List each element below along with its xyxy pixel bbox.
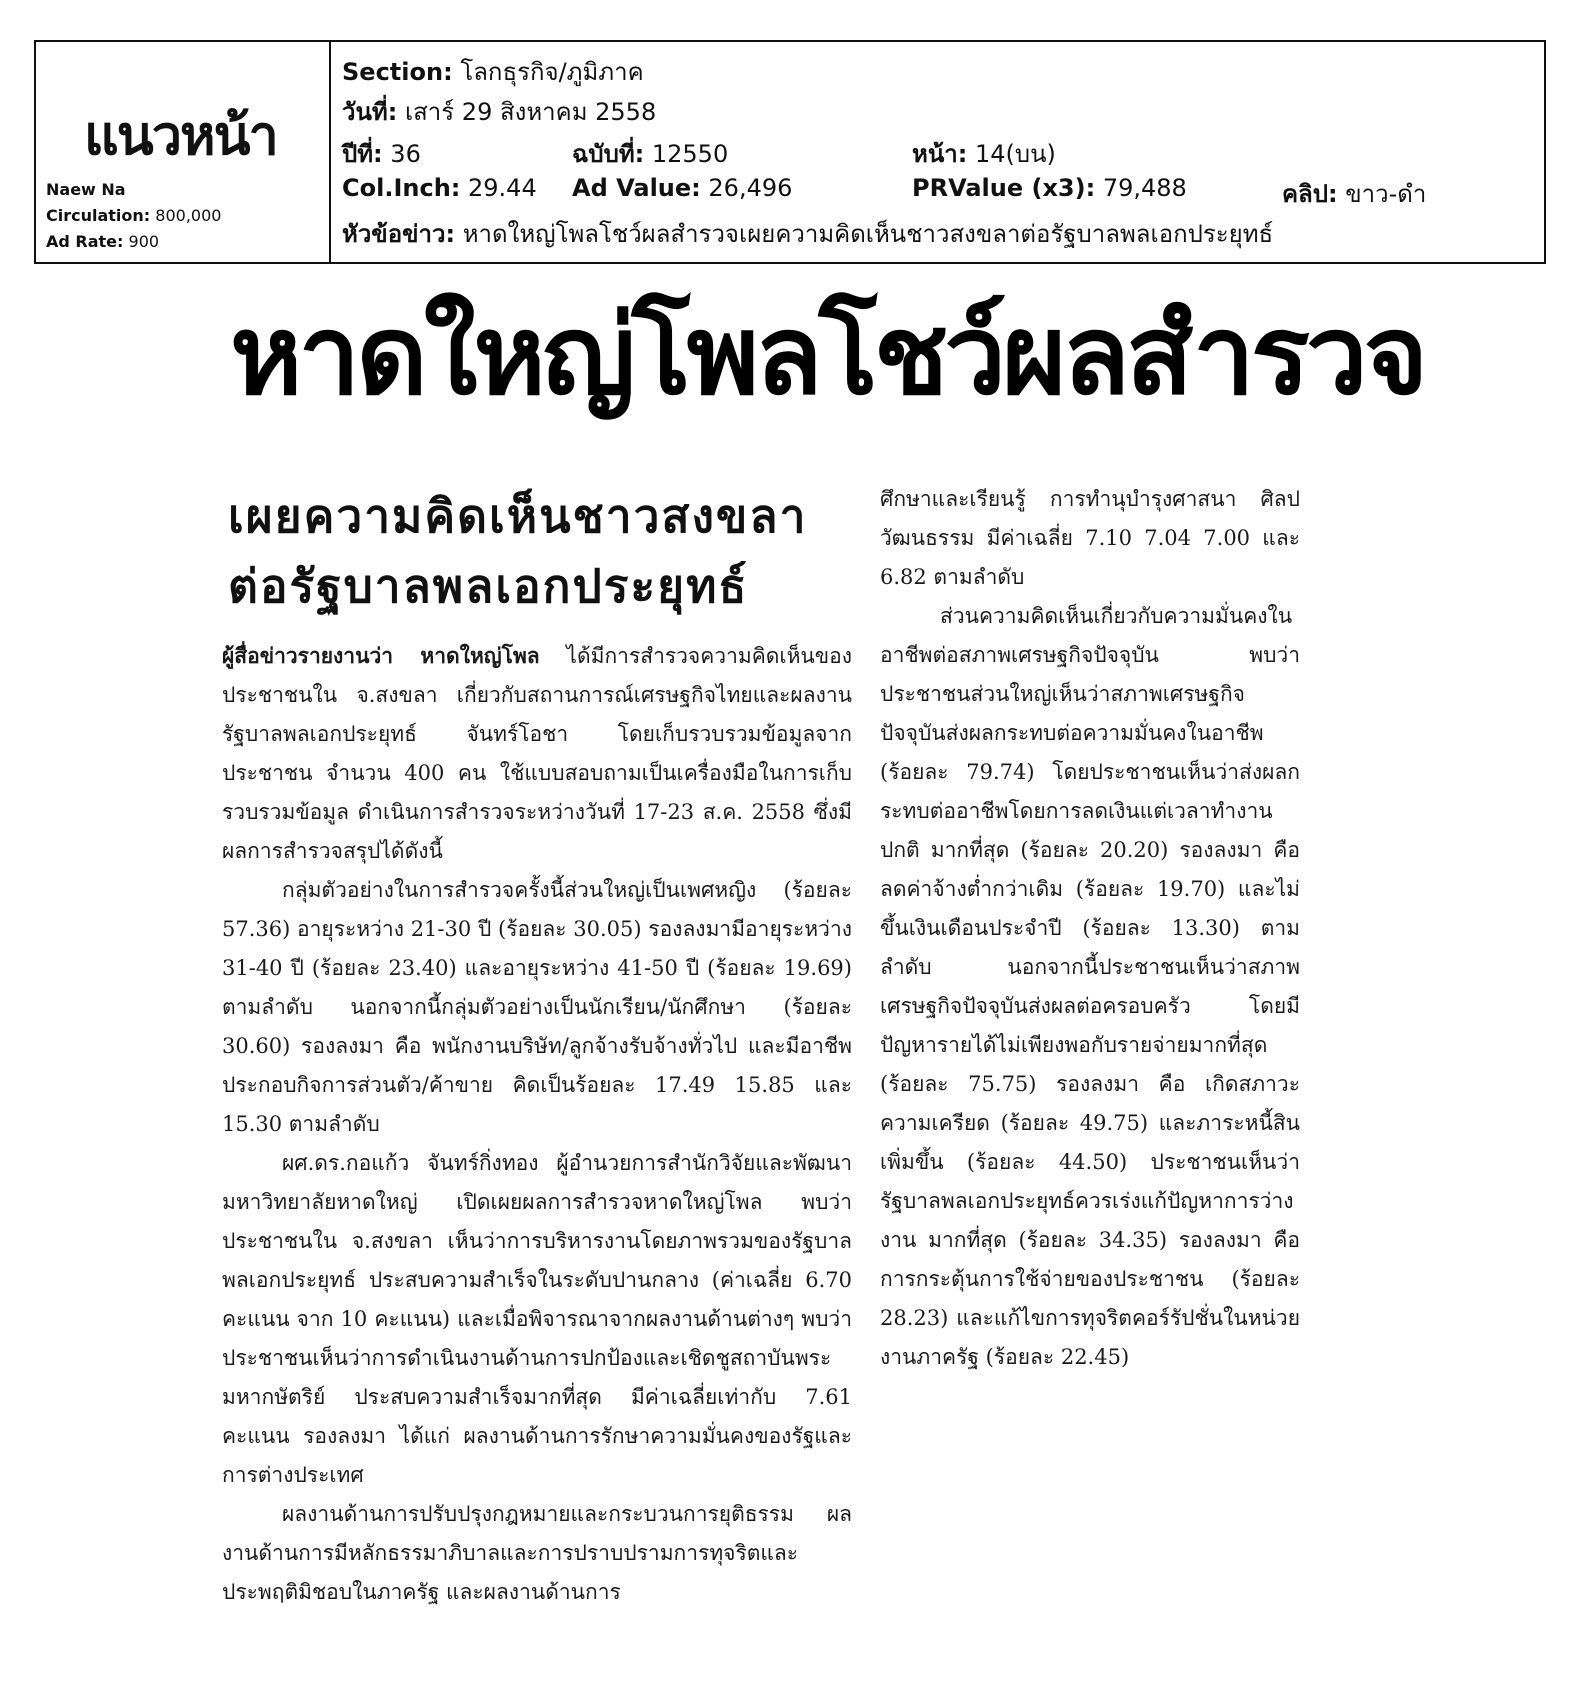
clip-field bbox=[1282, 174, 1426, 213]
year-label: ปีที่: bbox=[342, 140, 383, 168]
article-column-left bbox=[222, 636, 852, 1612]
paragraph-5: ศึกษาและเรียนรู้ การทำนุบำรุงศาสนา ศิลปวัฒนธรรม มีค่าเฉลี่ย 7.10 7.04 7.00 และ 6.82 ตามลำดับ bbox=[880, 487, 1300, 589]
topic-label: หัวข้อข่าว: bbox=[342, 220, 456, 248]
prvalue-label: PRValue (x3): bbox=[912, 174, 1096, 202]
issue-value: 12550 bbox=[651, 140, 729, 168]
publication-name: Naew Na bbox=[46, 180, 126, 199]
prvalue-value: 79,488 bbox=[1102, 174, 1187, 202]
page-label: หน้า: bbox=[912, 140, 968, 168]
advalue-value: 26,496 bbox=[708, 174, 793, 202]
article-headline: หาดใหญ่โพลโชว์ผลสำรวจ bbox=[230, 290, 1425, 419]
colinch-label: Col.Inch: bbox=[342, 174, 461, 202]
topic-field bbox=[342, 214, 1273, 253]
circulation-value: 800,000 bbox=[155, 206, 222, 225]
clip-value: ขาว-ดำ bbox=[1345, 180, 1427, 208]
date-label: วันที่: bbox=[342, 98, 398, 126]
issue-field bbox=[572, 134, 728, 173]
paragraph-1-text: ได้มีการสำรวจความคิดเห็นของประชาชนใน จ.สงขลา เกี่ยวกับสถานการณ์เศรษฐกิจไทยและผลงานรัฐบาลพลเอกประยุทธ์ จันทร์โอชา โดยเก็บรวบรวมข้อมูลจากประชาชน จำนวน 400 คน ใช้แบบสอบถามเป็นเครื่องมือในการเก็บรวบรวมข้อมูล ดำเนินการสำรวจระหว่างวันที่ 17-23 ส.ค. 2558 ซึ่งมีผลการสำรวจสรุปได้ดังนี้ bbox=[222, 644, 852, 863]
prvalue-field bbox=[912, 174, 1187, 202]
circulation-label: Circulation: bbox=[46, 206, 151, 225]
paragraph-4: ผลงานด้านการปรับปรุงกฎหมายและกระบวนการยุติธรรม ผลงานด้านการมีหลักธรรมาภิบาลและการปราบปรามการทุจริตและประพฤติมิชอบในภาครัฐ และผลงานด้านการ bbox=[222, 1502, 852, 1604]
colinch-field bbox=[342, 174, 537, 202]
section-field bbox=[342, 52, 644, 91]
topic-value: หาดใหญ่โพลโชว์ผลสำรวจเผยความคิดเห็นชาวสงขลาต่อรัฐบาลพลเอกประยุทธ์ bbox=[462, 220, 1274, 248]
paragraph-2: กลุ่มตัวอย่างในการสำรวจครั้งนี้ส่วนใหญ่เป็นเพศหญิง (ร้อยละ 57.36) อายุระหว่าง 21-30 ปี (ร้อยละ 30.05) รองลงมามีอายุระหว่าง 31-40 ปี (ร้อยละ 23.40) และอายุระหว่าง 41-50 ปี (ร้อยละ 19.69) ตามลำดับ นอกจากนี้กลุ่มตัวอย่างเป็นนักเรียน/นักศึกษา (ร้อยละ 30.60) รองลงมา คือ พนักงานบริษัท/ลูกจ้างรับจ้างทั่วไป และมีอาชีพประกอบกิจการส่วนตัว/ค้าขาย คิดเป็นร้อยละ 17.49 15.85 และ 15.30 ตามลำดับ bbox=[222, 878, 852, 1136]
article-column-right bbox=[880, 480, 1300, 1377]
section-label: Section: bbox=[342, 58, 453, 86]
newspaper-logo: แนวหน้า bbox=[84, 104, 277, 167]
paragraph-1-lead: ผู้สื่อข่าวรายงานว่า หาดใหญ่โพล bbox=[222, 643, 540, 668]
section-value: โลกธุรกิจ/ภูมิภาค bbox=[460, 58, 644, 86]
circulation bbox=[46, 206, 221, 225]
advalue-label: Ad Value: bbox=[572, 174, 701, 202]
clip-label: คลิป: bbox=[1282, 180, 1338, 208]
paragraph-6: ส่วนความคิดเห็นเกี่ยวกับความมั่นคงในอาชีพต่อสภาพเศรษฐกิจปัจจุบัน พบว่า ประชาชนส่วนใหญ่เห็นว่าสภาพเศรษฐกิจปัจจุบันส่งผลกระทบต่อความมั่นคงในอาชีพ (ร้อยละ 79.74) โดยประชาชนเห็นว่าส่งผลกระทบต่ออาชีพโดยการลดเงินแต่เวลาทำงานปกติ มากที่สุด (ร้อยละ 20.20) รองลงมา คือ ลดค่าจ้างต่ำกว่าเดิม (ร้อยละ 19.70) และไม่ขึ้นเงินเดือนประจำปี (ร้อยละ 13.30) ตามลำดับ นอกจากนี้ประชาชนเห็นว่าสภาพเศรษฐกิจปัจจุบันส่งผลต่อครอบครัว โดยมีปัญหารายได้ไม่เพียงพอกับรายจ่ายมากที่สุด (ร้อยละ 75.75) รองลงมา คือ เกิดสภาวะความเครียด (ร้อยละ 49.75) และภาระหนี้สินเพิ่มขึ้น (ร้อยละ 44.50) ประชาชนเห็นว่ารัฐบาลพลเอกประยุทธ์ควรเร่งแก้ปัญหาการว่างงาน มากที่สุด (ร้อยละ 34.35) รองลงมา คือ การกระตุ้นการใช้จ่ายของประชาชน (ร้อยละ 28.23) และแก้ไขการทุจริตคอร์รัปชั่นในหน่วยงานภาครัฐ (ร้อยละ 22.45) bbox=[880, 604, 1300, 1369]
issue-label: ฉบับที่: bbox=[572, 140, 645, 168]
ad-rate-label: Ad Rate: bbox=[46, 232, 124, 251]
colinch-value: 29.44 bbox=[468, 174, 537, 202]
year-value: 36 bbox=[390, 140, 421, 168]
publication-panel bbox=[36, 42, 331, 262]
article-subhead-1: เผยความคิดเห็นชาวสงขลา bbox=[228, 489, 808, 543]
ad-rate-value: 900 bbox=[128, 232, 160, 251]
clipping-header bbox=[34, 40, 1546, 264]
article-subhead-2: ต่อรัฐบาลพลเอกประยุทธ์ bbox=[228, 559, 749, 613]
page-value: 14(บน) bbox=[974, 140, 1056, 168]
paragraph-1 bbox=[222, 636, 852, 871]
date-value: เสาร์ 29 สิงหาคม 2558 bbox=[404, 98, 657, 126]
advalue-field bbox=[572, 174, 792, 202]
date-field bbox=[342, 92, 656, 131]
page-field bbox=[912, 134, 1056, 173]
ad-rate bbox=[46, 232, 159, 251]
year-field bbox=[342, 134, 421, 173]
paragraph-3: ผศ.ดร.กอแก้ว จันทร์กิ่งทอง ผู้อำนวยการสำนักวิจัยและพัฒนา มหาวิทยาลัยหาดใหญ่ เปิดเผยผลการสำรวจหาดใหญ่โพล พบว่า ประชาชนใน จ.สงขลา เห็นว่าการบริหารงานโดยภาพรวมของรัฐบาลพลเอกประยุทธ์ ประสบความสำเร็จในระดับปานกลาง (ค่าเฉลี่ย 6.70 คะแนน จาก 10 คะแนน) และเมื่อพิจารณาจากผลงานด้านต่างๆ พบว่า ประชาชนเห็นว่าการดำเนินงานด้านการปกป้องและเชิดชูสถาบันพระมหากษัตริย์ ประสบความสำเร็จมากที่สุด มีค่าเฉลี่ยเท่ากับ 7.61 คะแนน รองลงมา ได้แก่ ผลงานด้านการรักษาความมั่นคงของรัฐและการต่างประเทศ bbox=[222, 1151, 852, 1487]
